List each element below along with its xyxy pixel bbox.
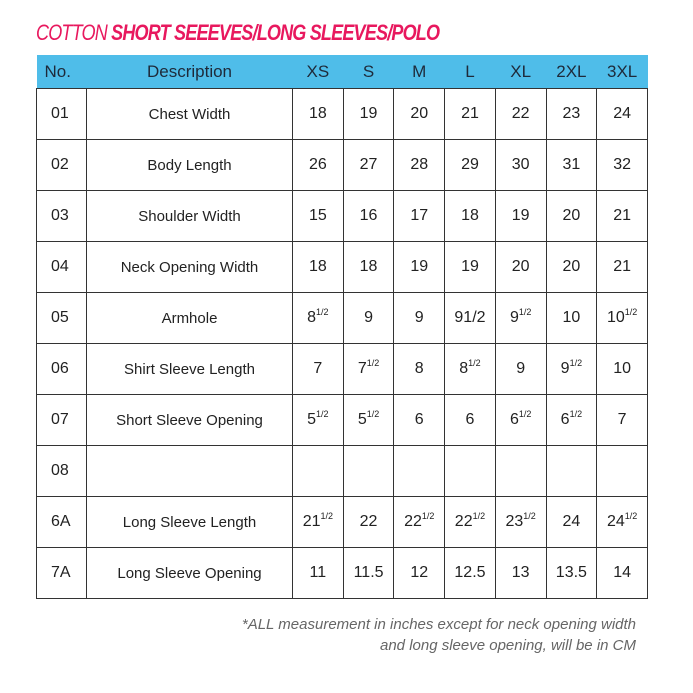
- table-row: [37, 395, 648, 446]
- value-whole: 13.5: [555, 564, 587, 581]
- value-whole: 14: [613, 564, 631, 581]
- value-fraction: 1/2: [316, 409, 329, 419]
- value-whole: 21: [613, 258, 631, 275]
- value-whole: 11.5: [353, 564, 384, 581]
- footnote-line-1: *ALL measurement in inches except for neck opening width: [241, 616, 636, 633]
- measurement-cell: [293, 395, 344, 446]
- table-row: [37, 89, 648, 140]
- measurement-cell: [343, 395, 394, 446]
- value-whole: 24: [562, 513, 581, 530]
- measurement-cell: [293, 344, 344, 395]
- measurement-cell: [495, 89, 546, 140]
- row-number: 08: [37, 446, 87, 497]
- measurement-cell: [343, 548, 394, 599]
- value-fraction: 1/2: [518, 409, 532, 419]
- value-whole: 6: [560, 411, 570, 428]
- measurement-cell: [445, 395, 496, 446]
- measurement-cell: [546, 191, 597, 242]
- row-description: Long Sleeve Length: [87, 497, 293, 548]
- measurement-cell: [546, 242, 597, 293]
- measurement-cell: [394, 89, 445, 140]
- measurement-cell: [546, 89, 597, 140]
- value-whole: 17: [410, 207, 429, 224]
- measurement-cell: [343, 242, 394, 293]
- measurement-cell: [495, 497, 546, 548]
- value-whole: 16: [359, 207, 378, 224]
- row-number: 01: [37, 89, 87, 140]
- table-row: [37, 446, 648, 497]
- measurement-cell: [495, 446, 546, 497]
- measurement-cell: [293, 548, 344, 599]
- measurement-cell: [343, 446, 394, 497]
- value-whole: 20: [410, 105, 429, 122]
- value-whole: 21: [302, 513, 321, 530]
- column-header: No.: [37, 55, 87, 89]
- value-whole: 20: [511, 258, 530, 275]
- measurement-cell: [445, 89, 496, 140]
- header-row: [37, 55, 648, 89]
- value-whole: 21: [613, 207, 631, 224]
- value-fraction: 1/2: [316, 307, 329, 317]
- table-row: [37, 293, 648, 344]
- measurement-cell: [597, 89, 648, 140]
- value-fraction: 1/2: [624, 307, 638, 317]
- column-header: 3XL: [597, 55, 648, 89]
- measurement-cell: [546, 344, 597, 395]
- measurement-cell: [394, 395, 445, 446]
- measurement-cell: [293, 497, 344, 548]
- measurement-cell: [445, 344, 496, 395]
- row-number: 04: [37, 242, 87, 293]
- value-whole: 8: [459, 360, 469, 377]
- measurement-cell: [597, 140, 648, 191]
- measurement-cell: [293, 89, 344, 140]
- column-header: XS: [293, 55, 344, 89]
- measurement-cell: [495, 395, 546, 446]
- measurement-cell: [394, 497, 445, 548]
- value-fraction: 1/2: [569, 409, 583, 419]
- value-whole: 9: [560, 360, 570, 377]
- value-whole: 28: [410, 156, 429, 173]
- value-whole: 6: [509, 411, 519, 428]
- measurement-cell: [597, 293, 648, 344]
- column-header: S: [343, 55, 394, 89]
- table-row: [37, 344, 648, 395]
- measurement-cell: [597, 497, 648, 548]
- measurement-cell: [597, 446, 648, 497]
- row-number: 02: [37, 140, 87, 191]
- measurement-cell: [445, 140, 496, 191]
- value-whole: 11: [309, 564, 327, 581]
- measurement-cell: [343, 140, 394, 191]
- page-title: [36, 20, 439, 46]
- measurement-cell: [293, 446, 344, 497]
- value-whole: 26: [308, 156, 327, 173]
- measurement-cell: [546, 446, 597, 497]
- table-row: [37, 140, 648, 191]
- value-whole: 19: [410, 258, 429, 275]
- value-whole: 22: [454, 513, 473, 530]
- value-whole: 10: [562, 309, 581, 326]
- measurement-cell: [293, 191, 344, 242]
- measurement-cell: [495, 293, 546, 344]
- row-number: 6A: [37, 497, 87, 548]
- measurement-cell: [394, 446, 445, 497]
- measurement-cell: [597, 191, 648, 242]
- value-whole: 13: [511, 564, 530, 581]
- measurement-cell: [394, 548, 445, 599]
- value-fraction: 1/2: [624, 511, 638, 521]
- measurement-cell: [495, 191, 546, 242]
- row-description: Short Sleeve Opening: [87, 395, 293, 446]
- size-chart-table: [36, 55, 648, 599]
- value-whole: 7: [313, 360, 323, 377]
- value-whole: 9: [414, 309, 424, 326]
- value-whole: 91/2: [454, 309, 486, 326]
- value-whole: 32: [613, 156, 631, 173]
- measurement-cell: [546, 293, 597, 344]
- measurement-cell: [394, 344, 445, 395]
- value-whole: 29: [461, 156, 479, 173]
- footnote-line-2: and long sleeve opening, will be in CM: [380, 637, 636, 654]
- row-description: [87, 446, 293, 497]
- value-whole: 21: [461, 105, 479, 122]
- value-fraction: 1/2: [468, 358, 481, 368]
- title-bold: SHORT SEEEVES/LONG SLEEVES/POLO: [111, 20, 440, 45]
- row-description: Chest Width: [87, 89, 293, 140]
- row-number: 06: [37, 344, 87, 395]
- table-row: [37, 191, 648, 242]
- measurement-cell: [445, 548, 496, 599]
- value-whole: 6: [414, 411, 424, 428]
- table-row: [37, 242, 648, 293]
- value-whole: 23: [562, 105, 581, 122]
- value-whole: 22: [404, 513, 422, 530]
- row-description: Armhole: [87, 293, 293, 344]
- column-header: L: [445, 55, 496, 89]
- value-whole: 20: [562, 258, 581, 275]
- measurement-cell: [445, 191, 496, 242]
- value-whole: 8: [307, 309, 317, 326]
- value-fraction: 1/2: [523, 511, 536, 521]
- measurement-cell: [293, 140, 344, 191]
- value-fraction: 1/2: [569, 358, 583, 368]
- value-whole: 5: [357, 411, 367, 428]
- row-description: Shoulder Width: [87, 191, 293, 242]
- row-number: 7A: [37, 548, 87, 599]
- measurement-cell: [293, 293, 344, 344]
- value-whole: 15: [308, 207, 327, 224]
- value-fraction: 1/2: [320, 511, 333, 521]
- value-whole: 22: [359, 513, 378, 530]
- row-description: Body Length: [87, 140, 293, 191]
- value-whole: 9: [516, 360, 526, 377]
- value-whole: 7: [357, 360, 367, 377]
- value-whole: 6: [465, 411, 475, 428]
- column-header: M: [394, 55, 445, 89]
- measurement-cell: [495, 548, 546, 599]
- measurement-cell: [394, 293, 445, 344]
- row-description: Long Sleeve Opening: [87, 548, 293, 599]
- value-fraction: 1/2: [421, 511, 435, 521]
- measurement-cell: [597, 395, 648, 446]
- measurement-cell: [597, 548, 648, 599]
- value-whole: 19: [461, 258, 479, 275]
- value-whole: 31: [562, 156, 581, 173]
- value-whole: 9: [364, 309, 373, 326]
- value-whole: 18: [308, 105, 327, 122]
- measurement-cell: [495, 140, 546, 191]
- row-number: 07: [37, 395, 87, 446]
- value-fraction: 1/2: [472, 511, 486, 521]
- value-fraction: 1/2: [518, 307, 532, 317]
- value-fraction: 1/2: [366, 358, 380, 368]
- value-whole: 8: [414, 360, 424, 377]
- value-whole: 24: [613, 105, 631, 122]
- measurement-cell: [343, 293, 394, 344]
- row-number: 03: [37, 191, 87, 242]
- value-whole: 18: [308, 258, 327, 275]
- value-whole: 19: [359, 105, 378, 122]
- measurement-cell: [445, 446, 496, 497]
- measurement-cell: [394, 242, 445, 293]
- measurement-cell: [343, 191, 394, 242]
- measurement-cell: [445, 293, 496, 344]
- value-whole: 27: [359, 156, 378, 173]
- measurement-cell: [394, 140, 445, 191]
- value-whole: 22: [511, 105, 530, 122]
- value-whole: 12: [410, 564, 429, 581]
- value-whole: 5: [307, 411, 317, 428]
- value-whole: 7: [617, 411, 627, 428]
- column-header: XL: [495, 55, 546, 89]
- measurement-cell: [394, 191, 445, 242]
- measurement-cell: [546, 548, 597, 599]
- table-row: [37, 497, 648, 548]
- measurement-cell: [445, 242, 496, 293]
- measurement-cell: [293, 242, 344, 293]
- row-description: Neck Opening Width: [87, 242, 293, 293]
- value-whole: 10: [613, 360, 631, 377]
- measurement-cell: [343, 344, 394, 395]
- value-whole: 19: [511, 207, 530, 224]
- measurement-cell: [445, 497, 496, 548]
- measurement-cell: [495, 242, 546, 293]
- measurement-cell: [597, 344, 648, 395]
- measurement-cell: [495, 344, 546, 395]
- column-header: Description: [87, 55, 293, 89]
- measurement-cell: [546, 497, 597, 548]
- table-row: [37, 548, 648, 599]
- row-number: 05: [37, 293, 87, 344]
- value-whole: 10: [606, 309, 625, 326]
- value-whole: 9: [509, 309, 519, 326]
- value-whole: 18: [359, 258, 378, 275]
- value-whole: 30: [511, 156, 530, 173]
- measurement-cell: [546, 140, 597, 191]
- value-whole: 12.5: [454, 564, 486, 581]
- value-fraction: 1/2: [366, 409, 380, 419]
- footnote: [242, 614, 636, 656]
- title-light: COTTON: [36, 20, 112, 45]
- measurement-cell: [343, 89, 394, 140]
- value-whole: 24: [606, 513, 625, 530]
- value-whole: 18: [461, 207, 479, 224]
- value-whole: 23: [505, 513, 524, 530]
- row-description: Shirt Sleeve Length: [87, 344, 293, 395]
- measurement-cell: [343, 497, 394, 548]
- measurement-cell: [546, 395, 597, 446]
- measurement-cell: [597, 242, 648, 293]
- column-header: 2XL: [546, 55, 597, 89]
- value-whole: 20: [562, 207, 581, 224]
